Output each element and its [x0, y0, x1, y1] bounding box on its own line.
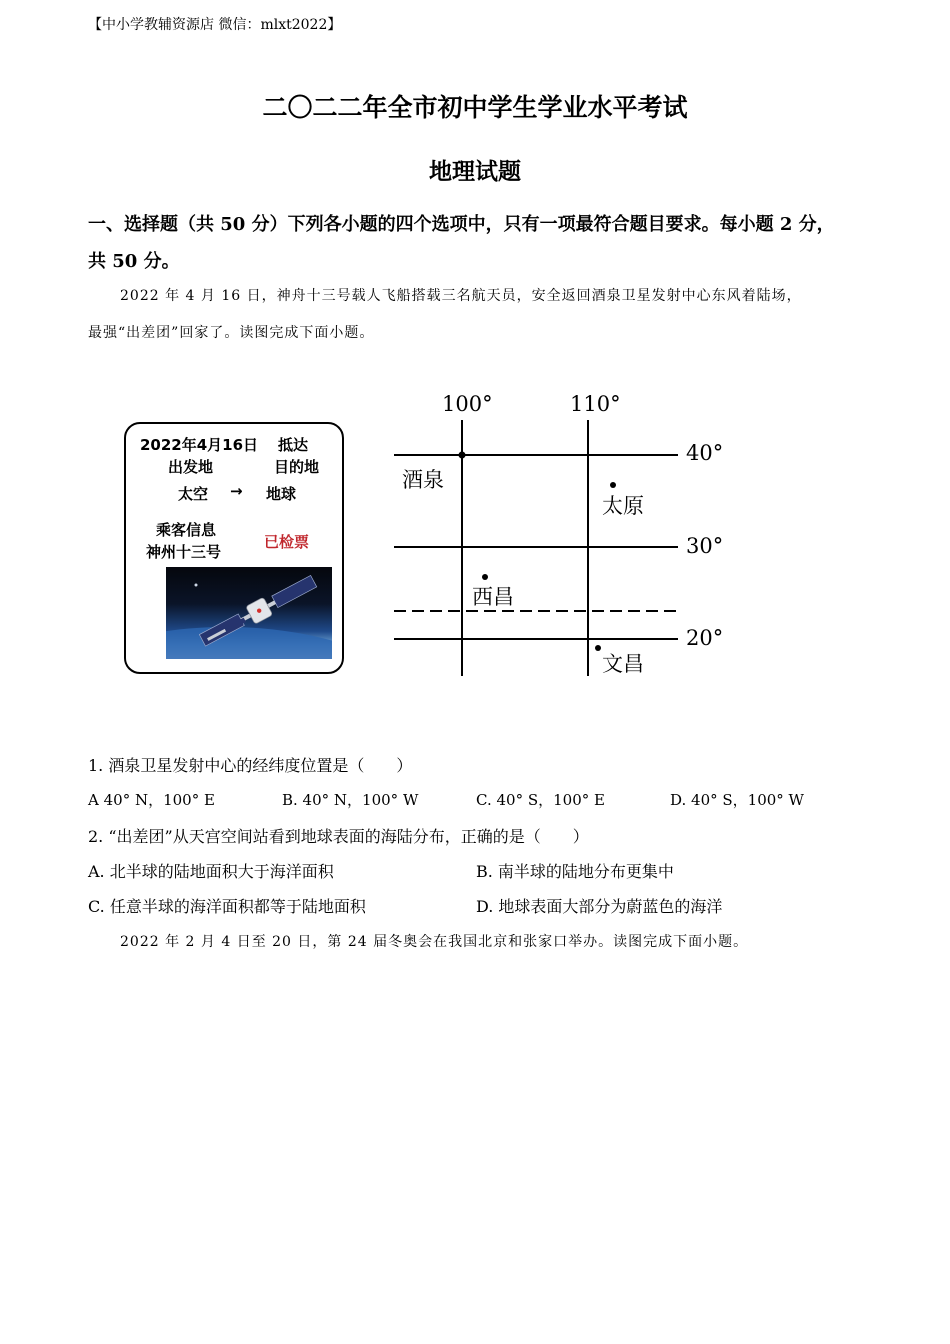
lon-label-110: 110°: [570, 392, 621, 416]
section-heading: 一、选择题（共 50 分）下列各小题的四个选项中，只有一项最符合题目要求。每小题 2 分，: [88, 214, 835, 235]
place-taiyuan: 太原: [602, 494, 644, 518]
section-heading-cont: 共 50 分。: [88, 251, 180, 272]
taiyuan-point: [610, 482, 616, 488]
ticket-arrive-label: 抵达: [278, 436, 309, 454]
intro-paragraph-cont: 最强“出差团”回家了。读图完成下面小题。: [88, 325, 375, 341]
lon-label-100: 100°: [442, 392, 493, 416]
lat-label-30: 30°: [686, 534, 724, 558]
question-2-option-b: B. 南半球的陆地分布更集中: [476, 862, 674, 881]
ticket-passenger-label: 乘客信息: [156, 521, 217, 539]
intro-paragraph: 2022 年 4 月 16 日，神舟十三号载人飞船搭载三名航天员，安全返回酒泉卫星发射中心东风着陆场，: [120, 288, 802, 304]
question-1-option-b: B. 40° N，100° W: [282, 791, 419, 809]
question-1-option-d: D. 40° S，100° W: [670, 791, 804, 809]
exam-title: 二〇二二年全市初中学生学业水平考试: [262, 93, 688, 122]
lat-lon-map: [380, 388, 740, 692]
question-2-stem: 2. “出差团”从天宫空间站看到地球表面的海陆分布，正确的是（ ）: [88, 827, 589, 846]
watermark: 【中小学教辅资源店 微信：mlxt2022】: [88, 17, 342, 33]
space-station-icon: [166, 567, 332, 659]
lat-label-40: 40°: [686, 441, 724, 465]
place-jiuquan: 酒泉: [402, 468, 444, 492]
ticket-passenger: 神州十三号: [146, 543, 222, 561]
lat-label-20: 20°: [686, 626, 724, 650]
place-xichang: 西昌: [472, 585, 514, 609]
ticket-status: 已检票: [264, 533, 310, 551]
intro-paragraph-2: 2022 年 2 月 4 日至 20 日，第 24 届冬奥会在我国北京和张家口举办。读图完成下面小题。: [120, 934, 749, 950]
wenchang-point: [595, 645, 601, 651]
question-2-option-c: C. 任意半球的海洋面积都等于陆地面积: [88, 897, 366, 916]
ticket-from: 太空: [178, 485, 209, 503]
arrow-icon: →: [230, 482, 243, 500]
place-wenchang: 文昌: [602, 652, 644, 676]
ticket-dest-label: 目的地: [274, 458, 320, 476]
xichang-point: [482, 574, 488, 580]
question-1-stem: 1. 酒泉卫星发射中心的经纬度位置是（ ）: [88, 756, 413, 775]
ticket-date: 2022年4月16日: [140, 436, 259, 454]
question-1-option-c: C. 40° S，100° E: [476, 791, 605, 809]
question-2-option-d: D. 地球表面大部分为蔚蓝色的海洋: [476, 897, 723, 916]
question-1-option-a: A 40° N，100° E: [88, 791, 215, 809]
exam-subject: 地理试题: [429, 158, 521, 185]
ticket-figure: [124, 422, 344, 674]
ticket-depart-label: 出发地: [168, 458, 214, 476]
question-2-option-a: A. 北半球的陆地面积大于海洋面积: [88, 862, 334, 881]
ticket-to: 地球: [266, 485, 297, 503]
jiuquan-point: [459, 452, 466, 459]
space-station-photo: [166, 567, 332, 659]
